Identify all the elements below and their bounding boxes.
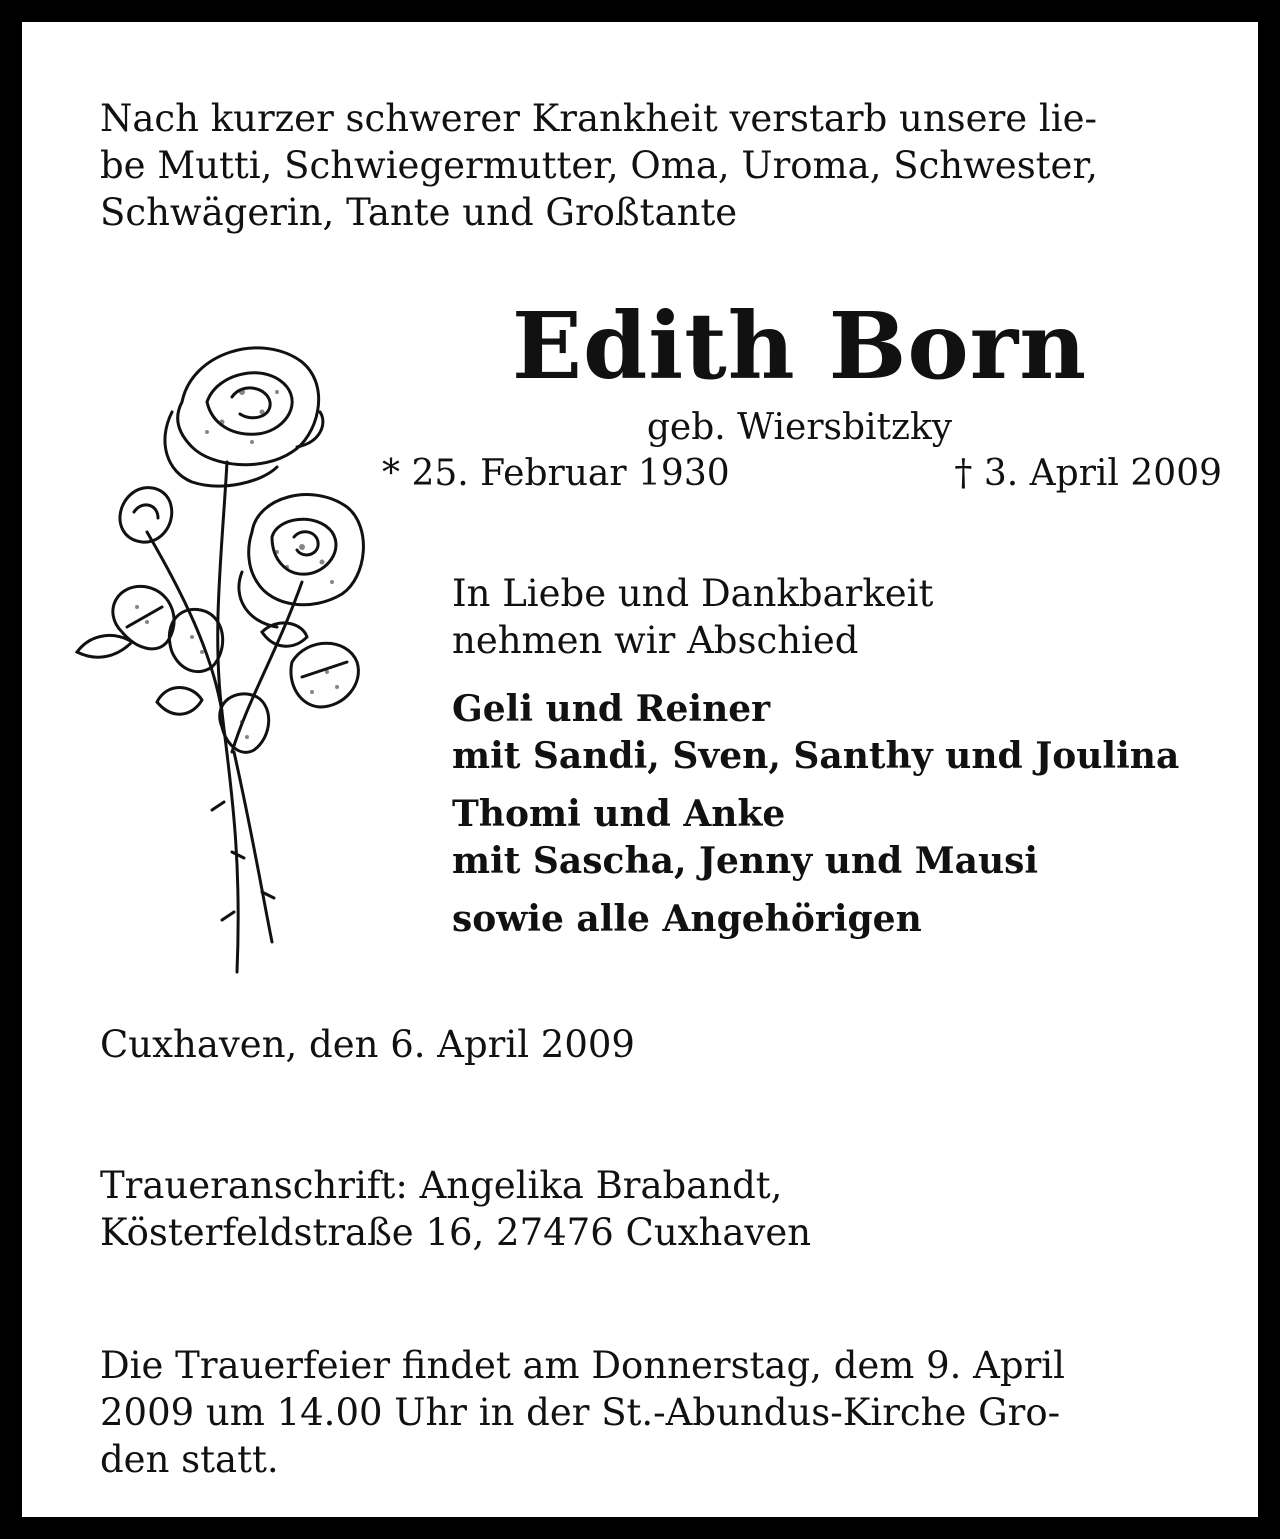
rose-drawing: [62, 332, 392, 992]
intro-line: Nach kurzer schwerer Krankheit verstarb unsere lie-: [100, 97, 1097, 140]
farewell-line: In Liebe und Dankbarkeit: [452, 572, 934, 615]
farewell-line: nehmen wir Abschied: [452, 619, 859, 662]
deceased-name: Edith Born: [511, 292, 1088, 400]
birth-date: * 25. Februar 1930: [382, 453, 730, 494]
ceremony-line: 2009 um 14.00 Uhr in der St.-Abundus-Kirche Gro-: [100, 1391, 1061, 1434]
ceremony-info: [100, 1342, 1065, 1483]
address-line: Kösterfeldstraße 16, 27476 Cuxhaven: [100, 1211, 812, 1254]
family-group: [452, 686, 1179, 780]
intro-line: be Mutti, Schwiegermutter, Oma, Uroma, Schwester,: [100, 144, 1098, 187]
family-line: mit Sandi, Sven, Santhy und Joulina: [452, 735, 1180, 777]
address-line: Traueranschrift: Angelika Brabandt,: [100, 1164, 783, 1207]
life-dates: [382, 453, 1222, 494]
death-date: † 3. April 2009: [954, 453, 1222, 494]
intro-text: [100, 95, 1098, 236]
ceremony-line: Die Trauerfeier findet am Donnerstag, dem 9. April: [100, 1344, 1065, 1387]
mourning-address: [100, 1162, 811, 1256]
intro-line: Schwägerin, Tante und Großtante: [100, 191, 738, 234]
farewell-text: [452, 570, 933, 664]
family-line: Thomi und Anke: [452, 793, 786, 835]
family-line: Geli und Reiner: [452, 688, 771, 730]
ceremony-line: den statt.: [100, 1438, 279, 1481]
place-date: Cuxhaven, den 6. April 2009: [100, 1023, 635, 1066]
family-group: [452, 791, 1179, 885]
family-group: [452, 896, 1179, 943]
family-line: sowie alle Angehörigen: [452, 898, 922, 940]
maiden-name: geb. Wiersbitzky: [646, 407, 953, 448]
mourners-list: [452, 686, 1179, 954]
family-line: mit Sascha, Jenny und Mausi: [452, 840, 1039, 882]
